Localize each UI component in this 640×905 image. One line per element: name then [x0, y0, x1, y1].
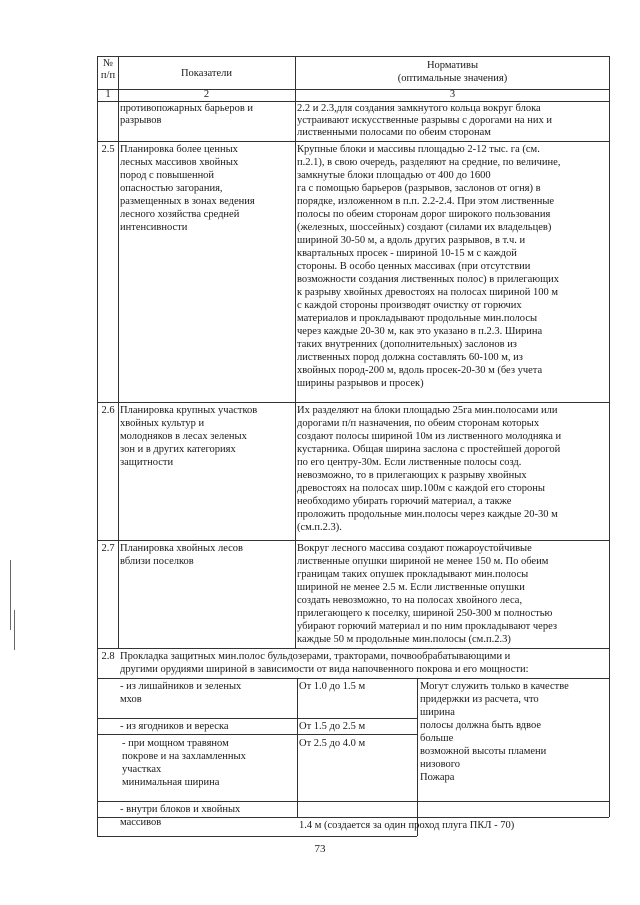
sub-note-line: больше: [420, 733, 454, 744]
header-num-label: п/п: [100, 70, 116, 81]
sub-b-width: От 1.5 до 2.5 м: [299, 721, 366, 732]
sub-c-label: покрове и на захламленных: [122, 751, 246, 762]
sub-b-label: - из ягодников и вереска: [120, 721, 229, 732]
row-number: 2.8: [101, 651, 115, 662]
row25-indicator: Планировка более ценных: [120, 144, 238, 155]
row25-norm-line: шириной 30-50 м, а вдоль других разрывов, в т.ч. и: [297, 235, 526, 246]
rule-sub-c: [97, 734, 417, 735]
row25-norm-line: порядке, изложенном в п.п. 2.2-2.4. При этом лиственные: [297, 196, 555, 207]
row27-indicator: Планировка хвойных лесов: [120, 543, 243, 554]
header-indicators: Показатели: [180, 68, 233, 79]
row26-indicator: молодняков в лесах зеленых: [120, 431, 247, 442]
row25-norm-line: материалов и прокладывают продольные мин.полосы: [297, 313, 538, 324]
row26-indicator: зон и в других категориях: [120, 444, 236, 455]
rule-sub-col3: [417, 678, 418, 836]
rule-row27: [97, 540, 609, 541]
row27-norm-line: убирают горючий материал и по ним прокладывают через: [297, 621, 558, 632]
scan-edge-mark: [14, 610, 15, 650]
row25-norm-line: га с помощью барьеров (разрывов, заслонов от огня) в: [297, 183, 541, 194]
row25-norm-line: квартальных просек - шириной 10-15 м с каждой: [297, 248, 517, 259]
cont-norm-line: 2.2 и 2.3,для создания замкнутого кольца вокруг блока: [297, 103, 541, 114]
row28-text: другими орудиями шириной в зависимости от вида напочвенного покрова и его мощности:: [120, 664, 529, 675]
sub-c-label: минимальная ширина: [122, 777, 220, 788]
cont-norm-line: лиственными полосами по обеим сторонам: [297, 127, 491, 138]
row26-norm-line: проложить продольные мин.полосы через каждые 20-30 м: [297, 509, 558, 520]
row25-norm-line: (железных, шоссейных) создают (силами их владельцев): [297, 222, 552, 233]
rule-sub-col2: [297, 678, 298, 818]
header-norms: Нормативы: [426, 60, 479, 71]
rule-sub-b: [97, 718, 417, 719]
header-num-label: №: [102, 58, 114, 69]
row26-indicator: хвойных культур и: [120, 418, 205, 429]
row26-norm-line: дорогами п/п назначения, по обеим сторонам которых: [297, 418, 540, 429]
sub-d-width: 1.4 м (создается за один проход плуга ПКЛ - 70): [299, 820, 515, 831]
sub-c-label: - при мощном травяном: [122, 738, 229, 749]
sub-a-width: От 1.0 до 1.5 м: [299, 681, 366, 692]
rule-sub-a: [97, 678, 609, 679]
row26-norm-line: невозможно, то в прилегающих к разрыву хвойных: [297, 470, 527, 481]
row25-norm-line: полосы по обеим сторонам дорог широкого пользования: [297, 209, 551, 220]
row25-indicator: лесного хозяйства средней: [120, 209, 240, 220]
row26-norm-line: (см.п.2.3).: [297, 522, 342, 533]
rule-col1: [118, 56, 119, 648]
rule-top: [97, 56, 609, 57]
row26-norm-line: необходимо убирать горючий материал, а также: [297, 496, 512, 507]
cont-indicator: разрывов: [120, 115, 162, 126]
colnum-3: 3: [449, 89, 456, 100]
rule-colnums: [97, 101, 609, 102]
sub-a-label: мхов: [120, 694, 142, 705]
row25-indicator: интенсивности: [120, 222, 188, 233]
row26-norm-line: древостоях на полосах шир.100м с каждой его стороны: [297, 483, 545, 494]
row25-norm-line: таких внутренних (дополнительных) заслонов из: [297, 339, 517, 350]
rule-col2: [295, 56, 296, 648]
sub-note-line: ширина: [420, 707, 455, 718]
row27-norm-line: лиственные опушки шириной не менее 150 м. По обеим: [297, 556, 549, 567]
rule-row25: [97, 141, 609, 142]
row25-norm-line: с каждой стороны производят очистку от горючих: [297, 300, 522, 311]
sub-note-line: Пожара: [420, 772, 455, 783]
row25-indicator: размещенных в зонах ведения: [120, 196, 255, 207]
sub-note-line: возможной высоты пламени: [420, 746, 547, 757]
row27-norm-line: создать невозможно, то на полосах хвойного леса,: [297, 595, 523, 606]
row26-norm-line: создают полосы шириной 10м из лиственного молодняка и: [297, 431, 562, 442]
sub-d-label: массивов: [120, 817, 162, 828]
row26-norm-line: кустарника. Общая ширина заслона с простейшей дорогой: [297, 444, 561, 455]
row25-indicator: лесных массивов хвойных: [120, 157, 239, 168]
row25-norm-line: стороны. В особо ценных массивах (при отсутствии: [297, 261, 531, 272]
row25-norm-line: Крупные блоки и массивы площадью 2-12 тыс. га (см.: [297, 144, 540, 155]
colnum-1: 1: [105, 89, 111, 100]
row25-norm-line: через каждые 20-30 м, как это указано в п.2.3. Ширина: [297, 326, 543, 337]
rule-left: [97, 56, 98, 836]
cont-indicator: противопожарных барьеров и: [120, 103, 254, 114]
row27-norm-line: прилегающего к поселку, шириной 250-300 м полностью: [297, 608, 553, 619]
row26-indicator: защитности: [120, 457, 174, 468]
rule-right: [609, 56, 610, 817]
scan-edge-mark: [10, 560, 11, 630]
sub-a-label: - из лишайников и зеленых: [120, 681, 242, 692]
row25-norm-line: п.2.1), в свою очередь, разделяют на средние, по величине,: [297, 157, 561, 168]
rule-row26: [97, 402, 609, 403]
sub-d-label: - внутри блоков и хвойных: [120, 804, 241, 815]
row27-norm-line: шириной не менее 2.5 м. Если лиственные опушки: [297, 582, 525, 593]
row25-norm-line: лиственных пород должна составлять 60-100 м, из: [297, 352, 523, 363]
sub-c-width: От 2.5 до 4.0 м: [299, 738, 366, 749]
row27-norm-line: границам таких опушек прокладывают мин.полосы: [297, 569, 529, 580]
row25-norm-line: ширины разрывов и просек): [297, 378, 424, 389]
row28-text: Прокладка защитных мин.полос бульдозерами, тракторами, почвообрабатывающими и: [120, 651, 511, 662]
page-number: 73: [314, 843, 326, 855]
row25-norm-line: замкнутые блоки площадью от 400 до 1600: [297, 170, 491, 181]
row27-indicator: вблизи поселков: [120, 556, 194, 567]
rule-sub-d: [97, 801, 609, 802]
row-number: 2.5: [101, 144, 115, 155]
rule-sub-e: [97, 817, 609, 818]
row25-norm-line: хвойных пород-200 м, вдоль просек-20-30 м (без учета: [297, 365, 543, 376]
row25-indicator: пород с повышенной: [120, 170, 215, 181]
sub-note-line: полосы должна быть вдвое: [420, 720, 542, 731]
row27-norm-line: Вокруг лесного массива создают пожароустойчивые: [297, 543, 532, 554]
row27-norm-line: каждые 50 м продольные мин.полосы (см.п.2.3): [297, 634, 511, 645]
rule-row28: [97, 648, 609, 649]
row26-norm-line: по его центру-30м. Если лиственные полосы созд.: [297, 457, 522, 468]
cont-norm-line: устраивают искусственные разрывы с дорогами на них и: [297, 115, 552, 126]
row-number: 2.6: [101, 405, 115, 416]
header-norms-sub: (оптимальные значения): [397, 73, 508, 84]
sub-c-label: участках: [122, 764, 162, 775]
row25-indicator: опасностью загорания,: [120, 183, 223, 194]
row25-norm-line: возможности создания лиственных полос) в прилегающих: [297, 274, 560, 285]
colnum-2: 2: [203, 89, 210, 100]
sub-note-line: Могут служить только в качестве: [420, 681, 569, 692]
row26-indicator: Планировка крупных участков: [120, 405, 258, 416]
sub-note-line: придержки из расчета, что: [420, 694, 539, 705]
row26-norm-line: Их разделяют на блоки площадью 25га мин.полосами или: [297, 405, 558, 416]
row-number: 2.7: [101, 543, 115, 554]
row25-norm-line: к разрыву хвойных древостоях на полосах шириной 100 м: [297, 287, 559, 298]
sub-note-line: низового: [420, 759, 461, 770]
rule-bottom: [97, 836, 417, 837]
